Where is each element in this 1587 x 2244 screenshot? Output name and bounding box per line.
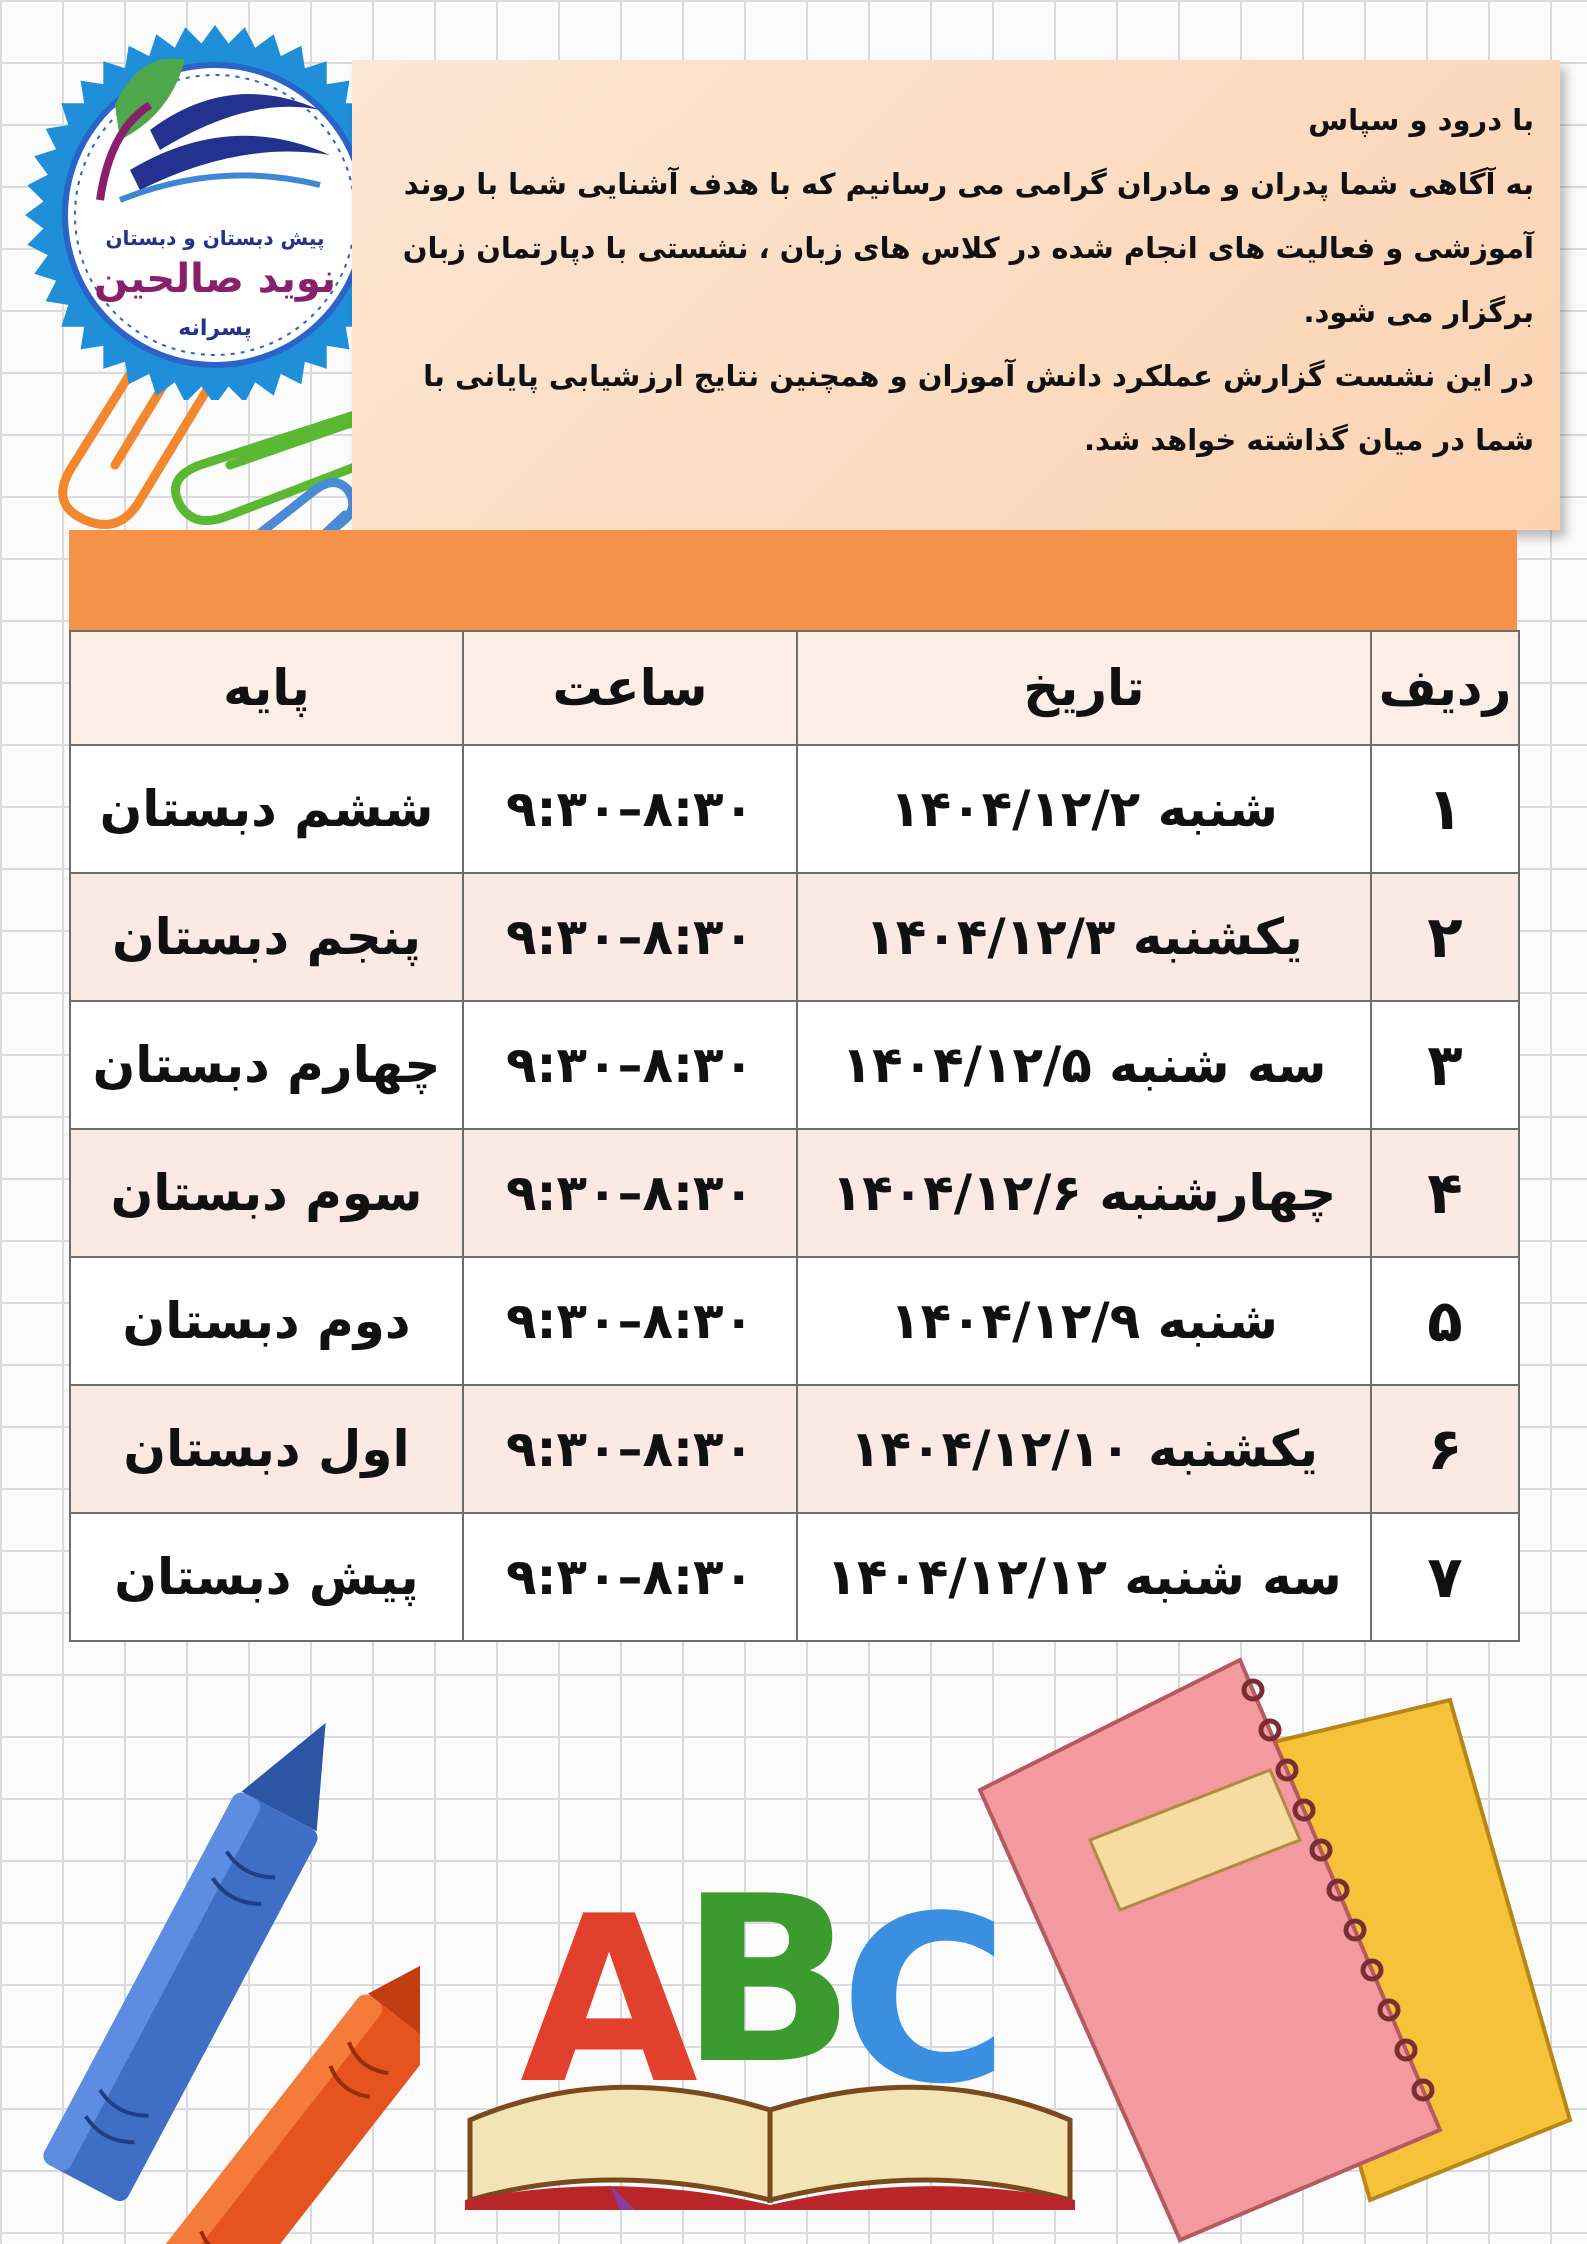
table-row [70,873,1519,1001]
table-header-row [70,631,1519,745]
row-date: یکشنبه ۱۴۰۴/۱۲/۱۰ [797,1385,1371,1513]
school-logo [0,0,400,400]
notice-greeting: با درود و سپاس [1308,103,1534,137]
notice-line: آموزشی و فعالیت های انجام شده در کلاس های زبان ، نشستی با دپارتمان زبان [402,231,1534,265]
notice-box [352,60,1560,530]
row-time: ۸:۳۰–۹:۳۰ [463,1257,797,1385]
row-date: یکشنبه ۱۴۰۴/۱۲/۳ [797,873,1371,1001]
table-row [70,1001,1519,1129]
row-time: ۸:۳۰–۹:۳۰ [463,1385,797,1513]
notice-line: به آگاهی شما پدران و مادران گرامی می رسانیم که با هدف آشنایی شما با روند [403,167,1534,201]
table-row [70,1513,1519,1641]
abc-letter-c: C [840,1868,1009,2135]
row-number: ۶ [1371,1385,1519,1513]
table-row [70,1129,1519,1257]
table-row [70,1257,1519,1385]
notebooks-decoration [970,1640,1587,2244]
crayons-decoration [0,1700,420,2244]
row-grade: سوم دبستان [70,1129,463,1257]
header-time: ساعت [463,631,797,745]
row-date: شنبه ۱۴۰۴/۱۲/۹ [797,1257,1371,1385]
header-row-number: ردیف [1371,631,1519,745]
schedule-table [69,630,1520,1642]
row-date: سه شنبه ۱۴۰۴/۱۲/۱۲ [797,1513,1371,1641]
row-number: ۱ [1371,745,1519,873]
row-grade: پیش دبستان [70,1513,463,1641]
logo-line1: پیش دبستان و دبستان [105,226,325,250]
row-time: ۸:۳۰–۹:۳۰ [463,745,797,873]
row-time: ۸:۳۰–۹:۳۰ [463,1513,797,1641]
row-number: ۲ [1371,873,1519,1001]
row-grade: ششم دبستان [70,745,463,873]
row-date: سه شنبه ۱۴۰۴/۱۲/۵ [797,1001,1371,1129]
row-grade: اول دبستان [70,1385,463,1513]
notice-line: برگزار می شود. [1303,295,1534,329]
header-grade: پایه [70,631,463,745]
row-number: ۳ [1371,1001,1519,1129]
row-time: ۸:۳۰–۹:۳۰ [463,1129,797,1257]
table-top-band [69,530,1517,630]
row-number: ۷ [1371,1513,1519,1641]
row-number: ۴ [1371,1129,1519,1257]
logo-line3: پسرانه [178,316,252,341]
row-grade: پنجم دبستان [70,873,463,1001]
row-grade: دوم دبستان [70,1257,463,1385]
table-row [70,745,1519,873]
notice-line: شما در میان گذاشته خواهد شد. [1083,423,1534,457]
paperclip-green-icon [176,410,377,521]
row-date: شنبه ۱۴۰۴/۱۲/۲ [797,745,1371,873]
notice-line: در این نشست گزارش عملکرد دانش آموزان و همچنین نتایج ارزشیابی پایانی با [423,359,1534,393]
row-number: ۵ [1371,1257,1519,1385]
table-row [70,1385,1519,1513]
row-grade: چهارم دبستان [70,1001,463,1129]
logo-line2: نوید صالحین [94,256,336,302]
abc-letter-a: A [520,1868,699,2135]
row-time: ۸:۳۰–۹:۳۰ [463,1001,797,1129]
row-date: چهارشنبه ۱۴۰۴/۱۲/۶ [797,1129,1371,1257]
header-date: تاریخ [797,631,1371,745]
row-time: ۸:۳۰–۹:۳۰ [463,873,797,1001]
abc-letter-b: B [680,1848,856,2115]
